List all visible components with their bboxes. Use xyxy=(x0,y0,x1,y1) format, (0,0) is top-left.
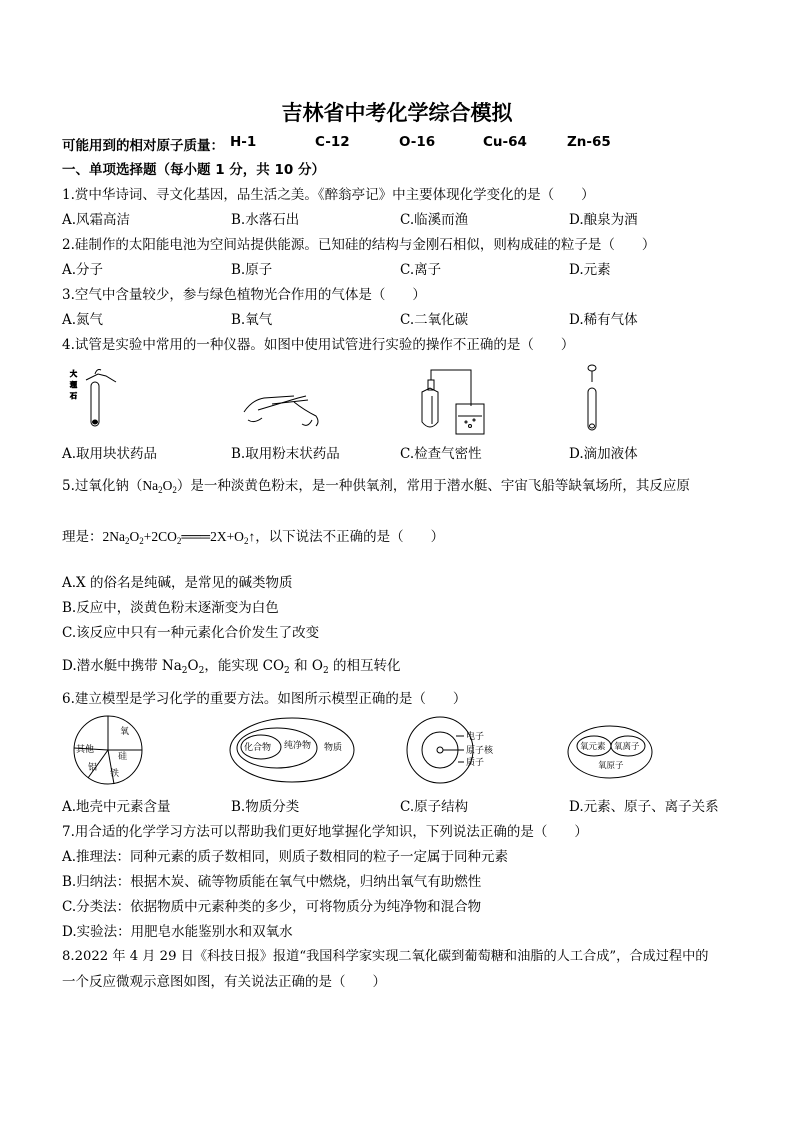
svg-text:铝: 铝 xyxy=(88,763,98,773)
figure-a-pie-chart xyxy=(74,716,142,784)
svg-text:氧原子: 氧原子 xyxy=(598,761,624,771)
question-7-option-d: D.实验法：用肥皂水能鉴别水和双氧水 xyxy=(62,924,293,940)
option-d: D.稀有气体 xyxy=(569,312,638,328)
figure-b-classification xyxy=(230,718,354,782)
option-a: A.分子 xyxy=(62,262,104,278)
option-d: D.滴加液体 xyxy=(569,446,638,462)
svg-text:质子: 质子 xyxy=(466,758,485,768)
svg-text:硅: 硅 xyxy=(118,752,128,762)
reaction-equation: $2Na_2O_2+2CO_2═══2X+O_2↑$ xyxy=(102,529,256,546)
question-5-option-b: B.反应中，淡黄色粉末逐渐变为白色 xyxy=(62,600,279,616)
figure-c-airtightness xyxy=(422,370,484,434)
figure-a-block-solid xyxy=(70,369,116,426)
svg-text:氧元素: 氧元素 xyxy=(580,742,606,752)
figure-d-dropper xyxy=(588,365,596,430)
svg-text:电子: 电子 xyxy=(466,732,485,742)
question-1-stem: 1.赏中华诗词、寻文化基因，品生活之美。《醉翁亭记》中主要体现化学变化的是（ ） xyxy=(62,187,595,203)
svg-text:氧: 氧 xyxy=(120,727,130,737)
question-5-option-a: A.X 的俗名是纯碱，是常见的碱类物质 xyxy=(62,575,293,591)
option-b: B.物质分类 xyxy=(231,799,300,815)
figure-d-element-relation xyxy=(568,726,652,778)
svg-text:大: 大 xyxy=(70,370,77,378)
question-5-stem-line2: 理是：$2Na_2O_2+2CO_2═══2X+O_2↑$，以下说法不正确的是（ ） xyxy=(62,529,445,546)
option-b: B.取用粉末状药品 xyxy=(231,446,340,462)
question-2-stem: 2.硅制作的太阳能电池为空间站提供能源。已知硅的结构与金刚石相似，则构成硅的粒子是（ ） xyxy=(62,237,656,253)
atomic-mass-zn: Zn-65 xyxy=(567,134,611,150)
option-c: C.原子结构 xyxy=(400,799,469,815)
option-d: D.元素、原子、离子关系 xyxy=(569,799,719,815)
option-a: A.氮气 xyxy=(62,312,104,328)
question-1-options xyxy=(62,208,732,226)
question-5-option-d: D.潜水艇中携带 $Na_2O_2$，能实现 $CO_2$ 和 $O_2$ 的相互转化 xyxy=(62,658,401,676)
option-a: A.地壳中元素含量 xyxy=(62,799,171,815)
question-5-stem-line1: 5.过氧化钠$(Na_2O_2)$是一种淡黄色粉末，是一种供氧剂，常用于潜水艇、宇宙飞船等缺氧场所，其反应原 xyxy=(62,478,690,495)
svg-text:氧离子: 氧离子 xyxy=(614,742,640,752)
question-4-stem: 4.试管是实验中常用的一种仪器。如图中使用试管进行实验的操作不正确的是（ ） xyxy=(62,337,575,353)
option-b: B.氧气 xyxy=(231,312,273,328)
option-c: C.临溪而渔 xyxy=(400,212,469,228)
question-5-option-c: C.该反应中只有一种元素化合价发生了改变 xyxy=(62,625,320,641)
option-c: C.检查气密性 xyxy=(400,446,482,462)
option-b: B.原子 xyxy=(231,262,273,278)
model-figures xyxy=(62,712,732,790)
atomic-mass-cu: Cu-64 xyxy=(483,134,527,150)
page-title: 吉林省中考化学综合模拟 xyxy=(281,101,513,125)
question-8-stem-line2: 一个反应微观示意图如图，有关说法正确的是（ ） xyxy=(62,974,386,990)
option-a: A.风霜高洁 xyxy=(62,212,131,228)
svg-text:理: 理 xyxy=(70,381,77,389)
figure-b-powder xyxy=(244,396,318,426)
svg-text:石: 石 xyxy=(70,392,77,400)
question-3-stem: 3.空气中含量较少，参与绿色植物光合作用的气体是（ ） xyxy=(62,287,426,303)
atomic-mass-c: C-12 xyxy=(315,134,350,150)
atomic-mass-o: O-16 xyxy=(399,134,436,150)
question-8-stem-line1: 8.2022 年 4 月 29 日《科技日报》报道“我国科学家实现二氧化碳到葡萄糖和油脂的人工合成”，合成过程中的 xyxy=(62,949,709,964)
test-tube-figures xyxy=(62,362,732,438)
option-c: C.二氧化碳 xyxy=(400,312,469,328)
svg-text:纯净物: 纯净物 xyxy=(284,741,312,751)
section-heading: 一、单项选择题（每小题 1 分，共 10 分） xyxy=(62,162,325,178)
atomic-mass-h: H-1 xyxy=(230,134,257,150)
option-a: A.取用块状药品 xyxy=(62,446,158,462)
question-6-stem: 6.建立模型是学习化学的重要方法。如图所示模型正确的是（ ） xyxy=(62,691,467,707)
question-7-option-c: C.分类法：依据物质中元素种类的多少，可将物质分为纯净物和混合物 xyxy=(62,899,482,915)
question-7-option-a: A.推理法：同种元素的质子数相同，则质子数相同的粒子一定属于同种元素 xyxy=(62,849,509,865)
option-b: B.水落石出 xyxy=(231,212,300,228)
figure-c-atom-structure xyxy=(407,717,494,783)
svg-text:铁: 铁 xyxy=(110,769,120,779)
question-7-stem: 7.用合适的化学学习方法可以帮助我们更好地掌握化学知识，下列说法正确的是（ ） xyxy=(62,824,588,840)
question-3-options xyxy=(62,308,732,326)
question-7-option-b: B.归纳法：根据木炭、硫等物质能在氧气中燃烧，归纳出氧气有助燃性 xyxy=(62,874,482,890)
question-2-options xyxy=(62,258,732,276)
atomic-mass-label: 可能用到的相对原子质量： xyxy=(62,138,224,154)
svg-text:物质: 物质 xyxy=(324,743,343,753)
svg-text:原子核: 原子核 xyxy=(466,746,494,756)
svg-text:化合物: 化合物 xyxy=(244,743,272,753)
question-4-options xyxy=(62,442,732,460)
option-c: C.离子 xyxy=(400,262,442,278)
svg-text:其他: 其他 xyxy=(76,745,95,755)
option-d: D.酿泉为酒 xyxy=(569,212,638,228)
question-6-options xyxy=(62,795,732,813)
option-d: D.元素 xyxy=(569,262,611,278)
